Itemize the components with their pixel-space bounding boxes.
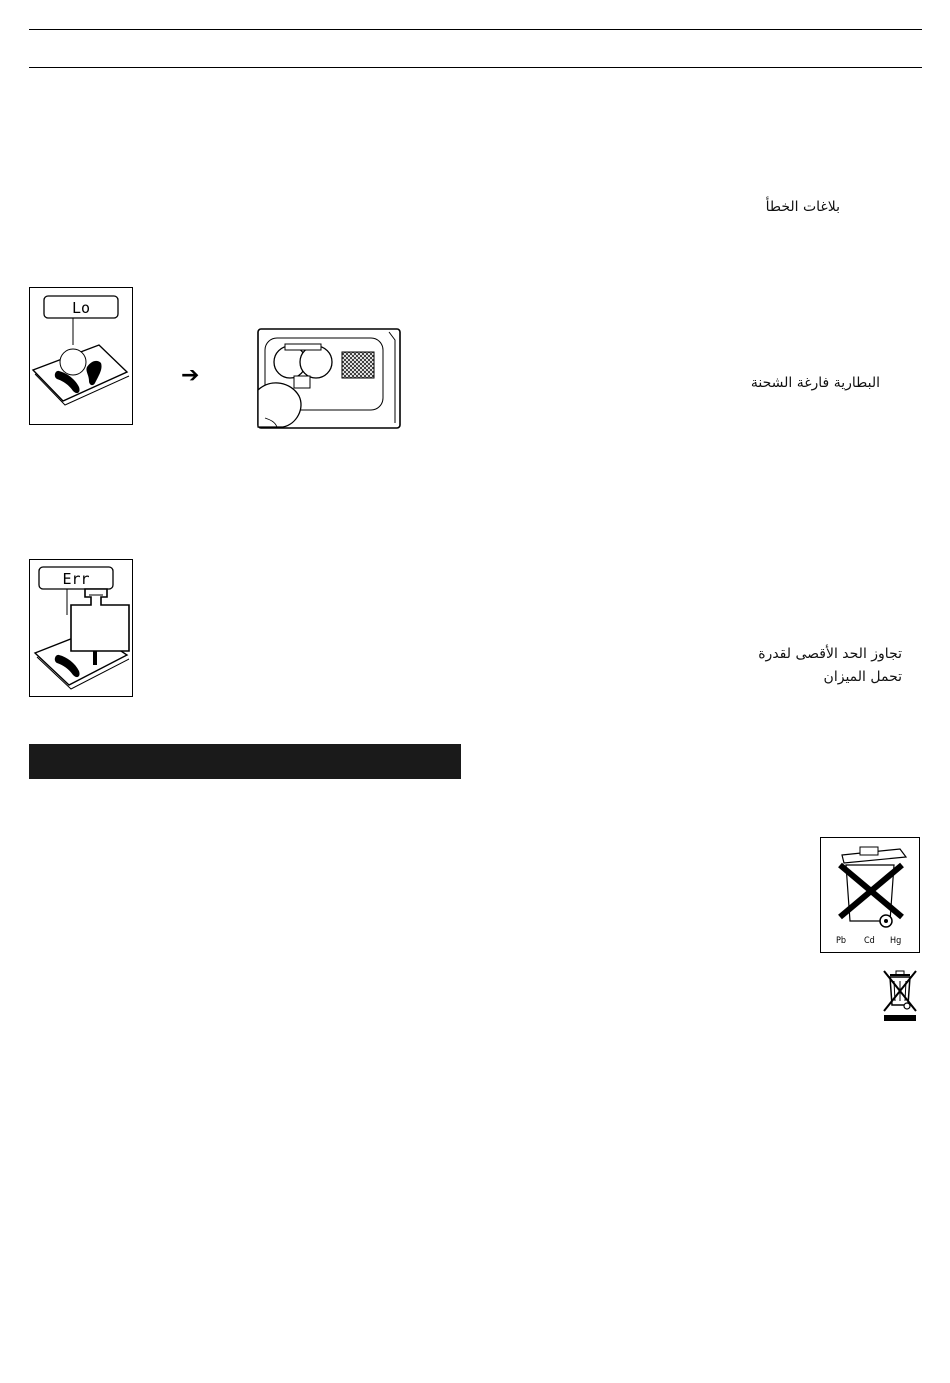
section-header-bar	[29, 744, 461, 779]
low-battery-label: البطارية فارغة الشحنة	[750, 375, 880, 391]
overload-label-line2: تحمل الميزان	[823, 669, 902, 685]
arrow-right-icon: ➔	[181, 363, 200, 388]
scale-err-illustration	[29, 559, 133, 697]
header-rule	[29, 67, 922, 68]
crossed-wheelie-bin-icon	[880, 967, 920, 1023]
scale-lo-illustration	[29, 287, 133, 425]
error-messages-heading: بلاغات الخطأ	[765, 199, 840, 215]
metal-pb: Pb	[836, 936, 847, 946]
err-display-text: Err	[62, 570, 90, 588]
lo-display-text: Lo	[71, 299, 91, 317]
top-rule	[29, 29, 922, 30]
battery-compartment-illustration	[257, 328, 401, 429]
crossed-bin-battery-icon	[820, 837, 920, 953]
metal-hg: Hg	[890, 936, 902, 946]
metal-cd: Cd	[864, 936, 875, 946]
overload-label-line1: تجاوز الحد الأقصى لقدرة	[758, 646, 902, 662]
